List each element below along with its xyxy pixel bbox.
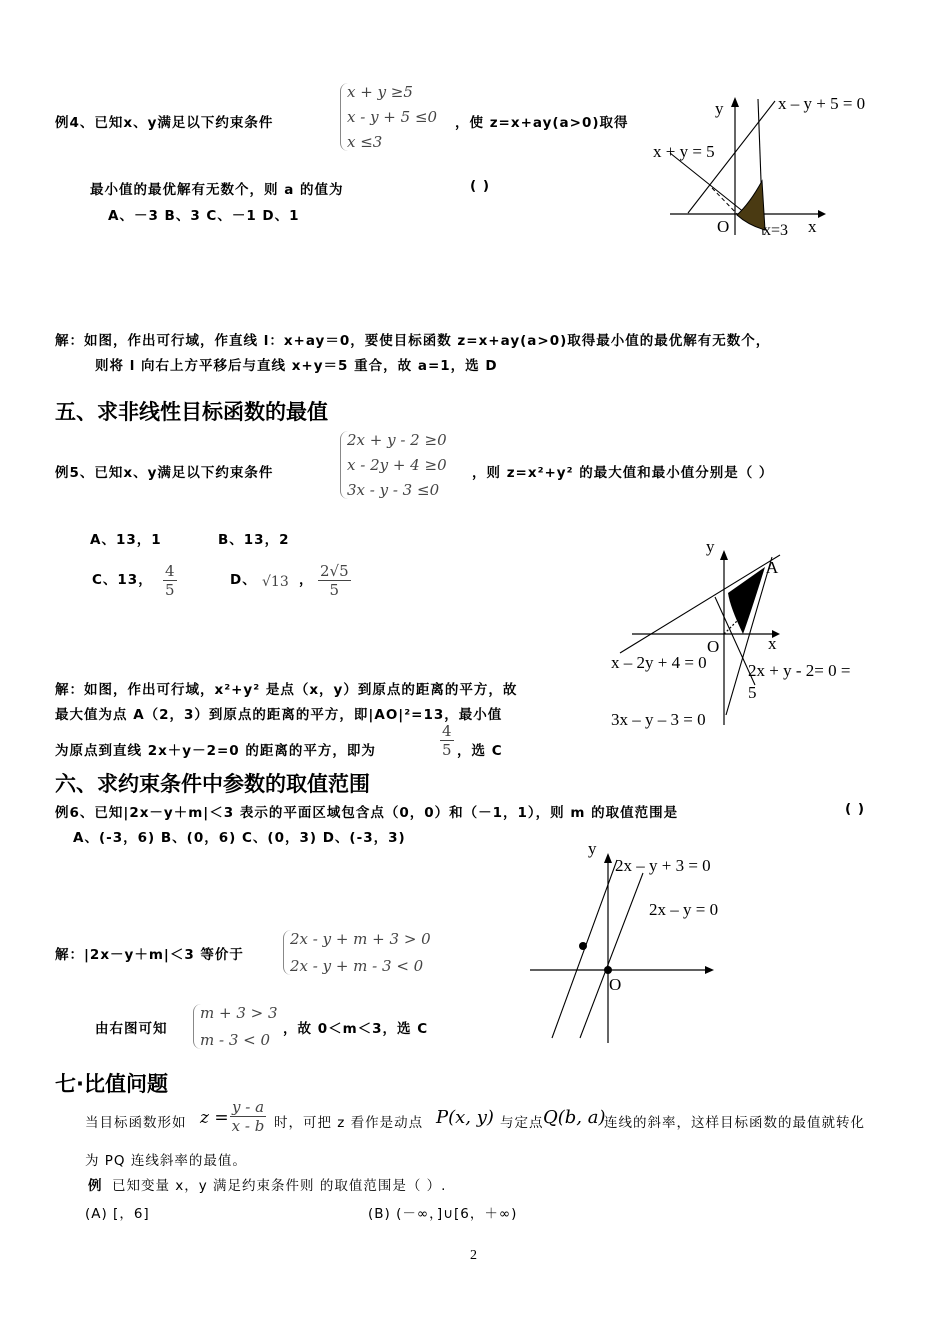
sec7-para1-d: 连线的斜率，这样目标函数的最值就转化 — [604, 1115, 865, 1131]
sec7-para1-num: y - a — [232, 1098, 265, 1116]
ex5-option-d-den: 5 — [329, 581, 340, 599]
ex6-line1-label: 2x – y + 3 = 0 — [615, 856, 711, 875]
ex5-intro: 例5、已知x、y满足以下约束条件 — [55, 465, 274, 481]
sec7-para1-c: 与定点 — [500, 1115, 544, 1131]
ex5-option-d-fraction — [318, 562, 351, 599]
ex4-tail: ，使 z=x+ay(a>0)取得 — [455, 115, 629, 131]
ex5-y-label: y — [706, 537, 715, 556]
ex4-constraint-1: x + y ≥5 — [347, 83, 413, 101]
ex5-option-c: C、13， — [92, 572, 153, 588]
ex6-origin-label: O — [609, 975, 622, 994]
ex5-option-a: A、13，1 — [90, 532, 162, 548]
sec7-para1-den: x - b — [231, 1117, 265, 1135]
ex4-constraint-3: x ≤3 — [347, 133, 383, 151]
ex4-line1-label: x – y + 5 = 0 — [778, 94, 866, 113]
sec7-option-a: (A) [，6] — [85, 1206, 150, 1222]
ex5-option-c-den: 5 — [165, 581, 175, 599]
ex5-line2-label: 2x + y - 2= 0 = — [748, 661, 851, 680]
ex5-x-label: x — [768, 634, 777, 653]
ex5-graph — [600, 535, 880, 745]
sec7-para1-fraction — [230, 1098, 266, 1135]
ex4-feasible-region — [737, 181, 765, 230]
ex4-graph — [640, 85, 900, 245]
ex6-y-arrow — [604, 853, 612, 863]
ex6-line2-label: 2x – y = 0 — [649, 900, 719, 919]
ex6-system-1-row-2: 2x - y + m - 3 < 0 — [290, 957, 424, 975]
ex5-option-c-fraction — [163, 562, 177, 599]
sec7-para1-z: z = — [200, 1108, 229, 1128]
ex5-option-d: D、 — [230, 572, 257, 588]
sec7-para1-a: 当目标函数形如 — [85, 1115, 187, 1131]
sec7-para1-q: Q(b, a) — [543, 1107, 606, 1128]
ex6-x-arrow — [705, 966, 714, 974]
ex5-line1-label: x – 2y + 4 = 0 — [611, 653, 707, 672]
ex6-graph — [525, 838, 765, 1048]
ex6-line-2x-y — [580, 873, 643, 1038]
ex5-option-d-root: √13 — [262, 574, 289, 590]
ex4-line2-label: x + y = 5 — [653, 142, 715, 161]
ex4-line3-label: x=3 — [763, 222, 789, 239]
ex6-y-label: y — [588, 839, 597, 858]
ex4-solution-line2: 则将 l 向右上方平移后与直线 x+y＝5 重合，故 a=1，选 D — [95, 358, 498, 374]
ex5-tail: ，则 z=x²+y² 的最大值和最小值分别是（ ） — [472, 465, 774, 481]
ex5-constraint-3: 3x - y - 3 ≤0 — [347, 481, 440, 499]
ex6-answer-paren: ( ) — [845, 801, 866, 817]
ex6-system-1 — [283, 930, 431, 975]
ex6-solution-line1: 解：|2x－y＋m|＜3 等价于 — [55, 947, 244, 963]
ex5-line3-label: 3x – y – 3 = 0 — [611, 710, 706, 729]
section6-heading: 六、求约束条件中参数的取值范围 — [55, 772, 370, 796]
ex6-system-2 — [193, 1004, 278, 1049]
ex6-solution-tail: ，故 0＜m＜3，选 C — [283, 1021, 429, 1037]
ex6-options: A、(-3，6) B、(0，6) C、(0，3) D、(-3，3) — [73, 830, 406, 846]
ex5-solution-tail: ，选 C — [457, 743, 503, 759]
ex5-solution-line3: 为原点到直线 2x＋y－2=0 的距离的平方，即为 — [55, 743, 376, 759]
ex5-solution-line1: 解：如图，作出可行域，x²+y² 是点（x，y）到原点的距离的平方，故 — [55, 682, 518, 698]
ex5-constraint-system — [340, 431, 447, 499]
ex5-line-x-2y+4 — [620, 555, 780, 653]
ex4-x-arrow — [818, 210, 826, 218]
ex6-point-origin — [604, 966, 612, 974]
ex4-line2: 最小值的最优解有无数个，则 a 的值为 — [90, 182, 344, 198]
sec7-example-text: 已知变量 x，y 满足约束条件则 的取值范围是（ ）. — [112, 1178, 447, 1194]
ex4-intro: 例4、已知x、y满足以下约束条件 — [55, 115, 274, 131]
ex6-point-neg1-1 — [579, 942, 587, 950]
ex6-solution-line2: 由右图可知 — [95, 1021, 168, 1037]
ex5-option-b: B、13，2 — [218, 532, 290, 548]
ex5-solution-den: 5 — [442, 741, 452, 759]
ex4-answer-paren: ( ) — [470, 178, 491, 194]
sec7-option-b: (B) (－∞，]∪[6，＋∞) — [368, 1206, 518, 1222]
sec7-para1-b: 时，可把 z 看作是动点 — [274, 1115, 424, 1131]
ex5-solution-line2: 最大值为点 A（2，3）到原点的距离的平方，即|AO|²=13，最小值 — [55, 707, 503, 723]
ex4-y-arrow — [731, 97, 739, 107]
ex4-x-label: x — [808, 217, 817, 236]
ex5-constraint-1: 2x + y - 2 ≥0 — [347, 431, 447, 449]
ex5-origin-label: O — [707, 637, 720, 656]
ex4-constraint-2: x - y + 5 ≤0 — [347, 108, 438, 126]
section5-heading: 五、求非线性目标函数的最值 — [55, 400, 328, 424]
ex6-system-2-row-2: m - 3 < 0 — [200, 1031, 271, 1049]
ex5-line2-label-cont: 5 — [748, 683, 757, 702]
section7-heading: 七·比值问题 — [55, 1072, 168, 1096]
ex5-solution-num: 4 — [442, 722, 452, 740]
ex6-system-1-row-1: 2x - y + m + 3 > 0 — [290, 930, 431, 948]
ex4-solution-line1: 解：如图，作出可行域，作直线 l：x+ay＝0，要使目标函数 z=x+ay(a>0)取得最小值的最优解有无数个， — [55, 333, 771, 349]
ex4-constraint-system — [340, 83, 437, 151]
ex6-question: 例6、已知|2x－y＋m|＜3 表示的平面区域包含点（0，0）和（－1，1），则 m 的取值范围是 — [55, 805, 679, 821]
ex5-constraint-2: x - 2y + 4 ≥0 — [347, 456, 447, 474]
sec7-example-label: 例 — [88, 1178, 103, 1194]
ex4-y-label: y — [715, 99, 724, 118]
ex4-options: A、－3 B、3 C、－1 D、1 — [108, 208, 300, 224]
ex6-system-2-row-1: m + 3 > 3 — [200, 1004, 278, 1022]
ex5-y-arrow — [720, 550, 728, 560]
ex4-dashed-line — [712, 188, 740, 217]
sec7-para1-p: P(x, y) — [436, 1107, 494, 1128]
ex5-point-a-label: A — [766, 558, 779, 577]
ex5-option-d-sep: ， — [299, 572, 314, 588]
ex4-origin-label: O — [717, 217, 730, 236]
sec7-para2: 为 PQ 连线斜率的最值。 — [85, 1153, 247, 1169]
ex5-solution-fraction — [440, 722, 454, 759]
page-number: 2 — [470, 1248, 477, 1263]
ex5-option-c-num: 4 — [165, 562, 175, 580]
ex5-option-d-num: 2√5 — [320, 562, 349, 580]
